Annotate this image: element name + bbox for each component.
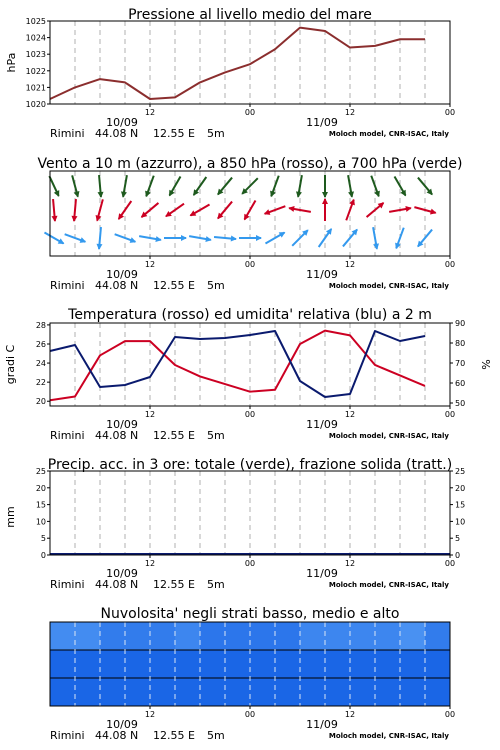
- cloud-cell: [50, 622, 76, 651]
- day-label: 11/09: [306, 268, 338, 281]
- location-alt: 5m: [207, 578, 225, 591]
- y-tick-label: 1024: [25, 33, 46, 43]
- cloud-cell: [300, 622, 326, 651]
- cloud-cell: [50, 678, 76, 707]
- y2-tick-label: 60: [455, 379, 466, 388]
- arrow-head: [71, 216, 77, 222]
- day-label: 11/09: [306, 418, 338, 431]
- y2-tick-label: 0: [455, 551, 461, 560]
- cloud-cell: [400, 650, 426, 679]
- x-tick-label: 00: [444, 108, 456, 117]
- wind700-arrow: [121, 175, 127, 198]
- chart-title-pressure: Pressione al livello medio del mare: [128, 7, 372, 23]
- y2-tick-label: 15: [455, 500, 466, 510]
- x-tick-label: 00: [244, 108, 256, 117]
- x-tick-label: 12: [144, 559, 156, 568]
- location-alt: 5m: [207, 729, 225, 742]
- x-tick-label: 00: [244, 710, 256, 719]
- cloud-cell: [400, 678, 426, 707]
- wind700-arrow: [270, 176, 279, 198]
- chart-title-temperature: Temperatura (rosso) ed umidita' relativa (blu) a 2 m: [68, 307, 432, 323]
- arrow-head: [231, 236, 237, 242]
- wind850-arrow: [165, 204, 184, 217]
- y-tick-label: 20: [35, 483, 46, 493]
- wind700-arrow: [98, 175, 104, 198]
- wind700-arrow: [145, 176, 154, 198]
- arrow-head: [322, 192, 328, 198]
- day-label: 11/09: [306, 116, 338, 129]
- y-tick-label: 20: [35, 397, 46, 407]
- y-tick-label: 1022: [25, 66, 46, 76]
- wind850-arrow: [346, 199, 355, 221]
- cloud-cell: [300, 678, 326, 707]
- location-alt: 5m: [207, 279, 225, 292]
- wind10-arrow: [395, 228, 404, 250]
- cloud-cell: [425, 650, 451, 679]
- wind850-arrow: [71, 199, 77, 222]
- x-tick-label: 12: [144, 108, 156, 117]
- cloud-cell: [375, 678, 401, 707]
- x-tick-label: 00: [244, 410, 256, 419]
- cloud-cell: [375, 650, 401, 679]
- x-tick-label: 00: [244, 559, 256, 568]
- cloud-cell: [275, 622, 301, 651]
- y-axis-label: mm: [4, 506, 17, 528]
- cloud-cell: [175, 678, 201, 707]
- wind700-arrow: [296, 175, 302, 198]
- y-tick-label: 28: [35, 320, 46, 330]
- cloud-cell: [350, 650, 376, 679]
- y-axis-label: hPa: [5, 52, 18, 73]
- y-tick-label: 1020: [25, 100, 46, 109]
- cloud-cell: [100, 650, 126, 679]
- cloud-cell: [225, 622, 251, 651]
- y-tick-label: 25: [35, 467, 46, 476]
- day-label: 11/09: [306, 567, 338, 580]
- cloud-cell: [75, 650, 101, 679]
- cloud-cell: [125, 622, 151, 651]
- location-lon: 12.55 E: [153, 127, 195, 140]
- cloud-cell: [75, 622, 101, 651]
- cloud-cell: [75, 678, 101, 707]
- location-lon: 12.55 E: [153, 578, 195, 591]
- arrow-head: [181, 235, 187, 241]
- cloud-cell: [100, 622, 126, 651]
- location-alt: 5m: [207, 429, 225, 442]
- day-label: 10/09: [106, 718, 138, 731]
- wind850-arrow: [322, 198, 328, 221]
- cloud-cell: [375, 622, 401, 651]
- cloud-cell: [125, 650, 151, 679]
- wind10-arrow: [265, 232, 285, 244]
- cloud-cell: [50, 650, 76, 679]
- cloud-cell: [150, 650, 176, 679]
- cloud-cell: [225, 650, 251, 679]
- x-tick-label: 12: [344, 108, 356, 117]
- day-label: 10/09: [106, 268, 138, 281]
- x-tick-label: 00: [444, 410, 456, 419]
- location-lat: 44.08 N: [95, 729, 139, 742]
- cloud-cell: [100, 678, 126, 707]
- cloud-cell: [225, 678, 251, 707]
- cloud-cell: [150, 678, 176, 707]
- cloud-cell: [325, 650, 351, 679]
- cloud-cell: [200, 650, 226, 679]
- arrow-head: [98, 192, 104, 198]
- y2-tick-label: 5: [455, 534, 461, 544]
- x-tick-label: 12: [344, 260, 356, 269]
- x-tick-label: 12: [144, 260, 156, 269]
- cloud-cell: [200, 678, 226, 707]
- pressure-series: [50, 28, 425, 99]
- cloud-cell: [275, 650, 301, 679]
- cloud-cell: [125, 678, 151, 707]
- y2-tick-label: 25: [455, 467, 466, 476]
- location-name: Rimini: [50, 429, 85, 442]
- x-tick-label: 00: [444, 559, 456, 568]
- cloud-cell: [150, 622, 176, 651]
- location-alt: 5m: [207, 127, 225, 140]
- cloud-cell: [250, 678, 276, 707]
- cloud-cell: [275, 678, 301, 707]
- arrow-head: [52, 216, 58, 222]
- cloud-cell: [200, 622, 226, 651]
- y-tick-label: 10: [35, 517, 46, 527]
- arrow-head: [430, 209, 437, 215]
- wind10-arrow: [44, 233, 64, 245]
- temperature-series: [50, 331, 425, 401]
- y-tick-label: 1025: [25, 17, 46, 26]
- cloud-cell: [325, 622, 351, 651]
- y-tick-label: 0: [40, 551, 46, 560]
- wind850-arrow: [141, 203, 159, 218]
- x-tick-label: 00: [444, 710, 456, 719]
- y2-tick-label: 10: [455, 517, 466, 527]
- wind700-arrow: [371, 176, 380, 198]
- x-tick-label: 12: [344, 710, 356, 719]
- location-lon: 12.55 E: [153, 429, 195, 442]
- y-tick-label: 1023: [25, 50, 46, 60]
- cloud-cell: [300, 650, 326, 679]
- arrow-head: [96, 244, 102, 250]
- x-tick-label: 12: [144, 710, 156, 719]
- y2-axis-label: %: [480, 359, 493, 370]
- wind700-arrow: [72, 175, 79, 197]
- cloud-cell: [250, 650, 276, 679]
- location-name: Rimini: [50, 127, 85, 140]
- y-tick-label: 24: [35, 359, 46, 369]
- day-label: 10/09: [106, 418, 138, 431]
- y2-tick-label: 90: [455, 319, 466, 328]
- day-label: 11/09: [306, 718, 338, 731]
- day-label: 10/09: [106, 116, 138, 129]
- location-name: Rimini: [50, 279, 85, 292]
- y-tick-label: 5: [40, 534, 46, 544]
- y2-tick-label: 50: [455, 399, 466, 408]
- cloud-cell: [325, 678, 351, 707]
- location-lat: 44.08 N: [95, 429, 139, 442]
- arrow-head: [322, 198, 328, 204]
- x-tick-label: 00: [444, 260, 456, 269]
- cloud-cell: [250, 622, 276, 651]
- model-credit: Moloch model, CNR-ISAC, Italy: [328, 130, 449, 138]
- x-tick-label: 12: [144, 410, 156, 419]
- location-lon: 12.55 E: [153, 729, 195, 742]
- location-lat: 44.08 N: [95, 127, 139, 140]
- y-tick-label: 15: [35, 500, 46, 510]
- wind10-arrow: [96, 227, 102, 250]
- cloud-cell: [175, 622, 201, 651]
- y-tick-label: 26: [35, 339, 46, 349]
- cloud-cell: [400, 622, 426, 651]
- model-credit: Moloch model, CNR-ISAC, Italy: [328, 732, 449, 740]
- cloud-cell: [175, 650, 201, 679]
- cloud-cell: [350, 622, 376, 651]
- wind10-arrow: [373, 227, 379, 250]
- wind850-arrow: [96, 199, 103, 221]
- wind700-arrow: [49, 176, 59, 197]
- chart-title-precipitation: Precip. acc. in 3 ore: totale (verde), frazione solida (tratt.): [47, 457, 453, 473]
- y2-tick-label: 70: [455, 359, 466, 368]
- cloud-cell: [425, 678, 451, 707]
- model-credit: Moloch model, CNR-ISAC, Italy: [328, 581, 449, 589]
- wind850-arrow: [190, 205, 210, 217]
- y-tick-label: 22: [35, 378, 46, 388]
- arrow-head: [256, 235, 262, 241]
- chart-title-clouds: Nuvolosita' negli strati basso, medio e alto: [100, 606, 400, 622]
- day-label: 10/09: [106, 567, 138, 580]
- x-tick-label: 12: [344, 410, 356, 419]
- y2-tick-label: 20: [455, 483, 466, 493]
- x-tick-label: 00: [244, 260, 256, 269]
- wind850-arrow: [52, 199, 58, 222]
- y2-tick-label: 80: [455, 339, 466, 348]
- location-name: Rimini: [50, 729, 85, 742]
- model-credit: Moloch model, CNR-ISAC, Italy: [328, 282, 449, 290]
- y-tick-label: 1021: [25, 83, 46, 93]
- location-lat: 44.08 N: [95, 279, 139, 292]
- cloud-cell: [425, 622, 451, 651]
- x-tick-label: 12: [344, 559, 356, 568]
- location-lat: 44.08 N: [95, 578, 139, 591]
- wind700-arrow: [322, 175, 328, 198]
- y-axis-label: gradi C: [4, 344, 17, 385]
- location-name: Rimini: [50, 578, 85, 591]
- chart-title-wind: Vento a 10 m (azzurro), a 850 hPa (rosso), a 700 hPa (verde): [37, 156, 463, 172]
- location-lon: 12.55 E: [153, 279, 195, 292]
- wind700-arrow: [348, 175, 354, 198]
- model-credit: Moloch model, CNR-ISAC, Italy: [328, 432, 449, 440]
- wind850-arrow: [367, 202, 385, 217]
- cloud-cell: [350, 678, 376, 707]
